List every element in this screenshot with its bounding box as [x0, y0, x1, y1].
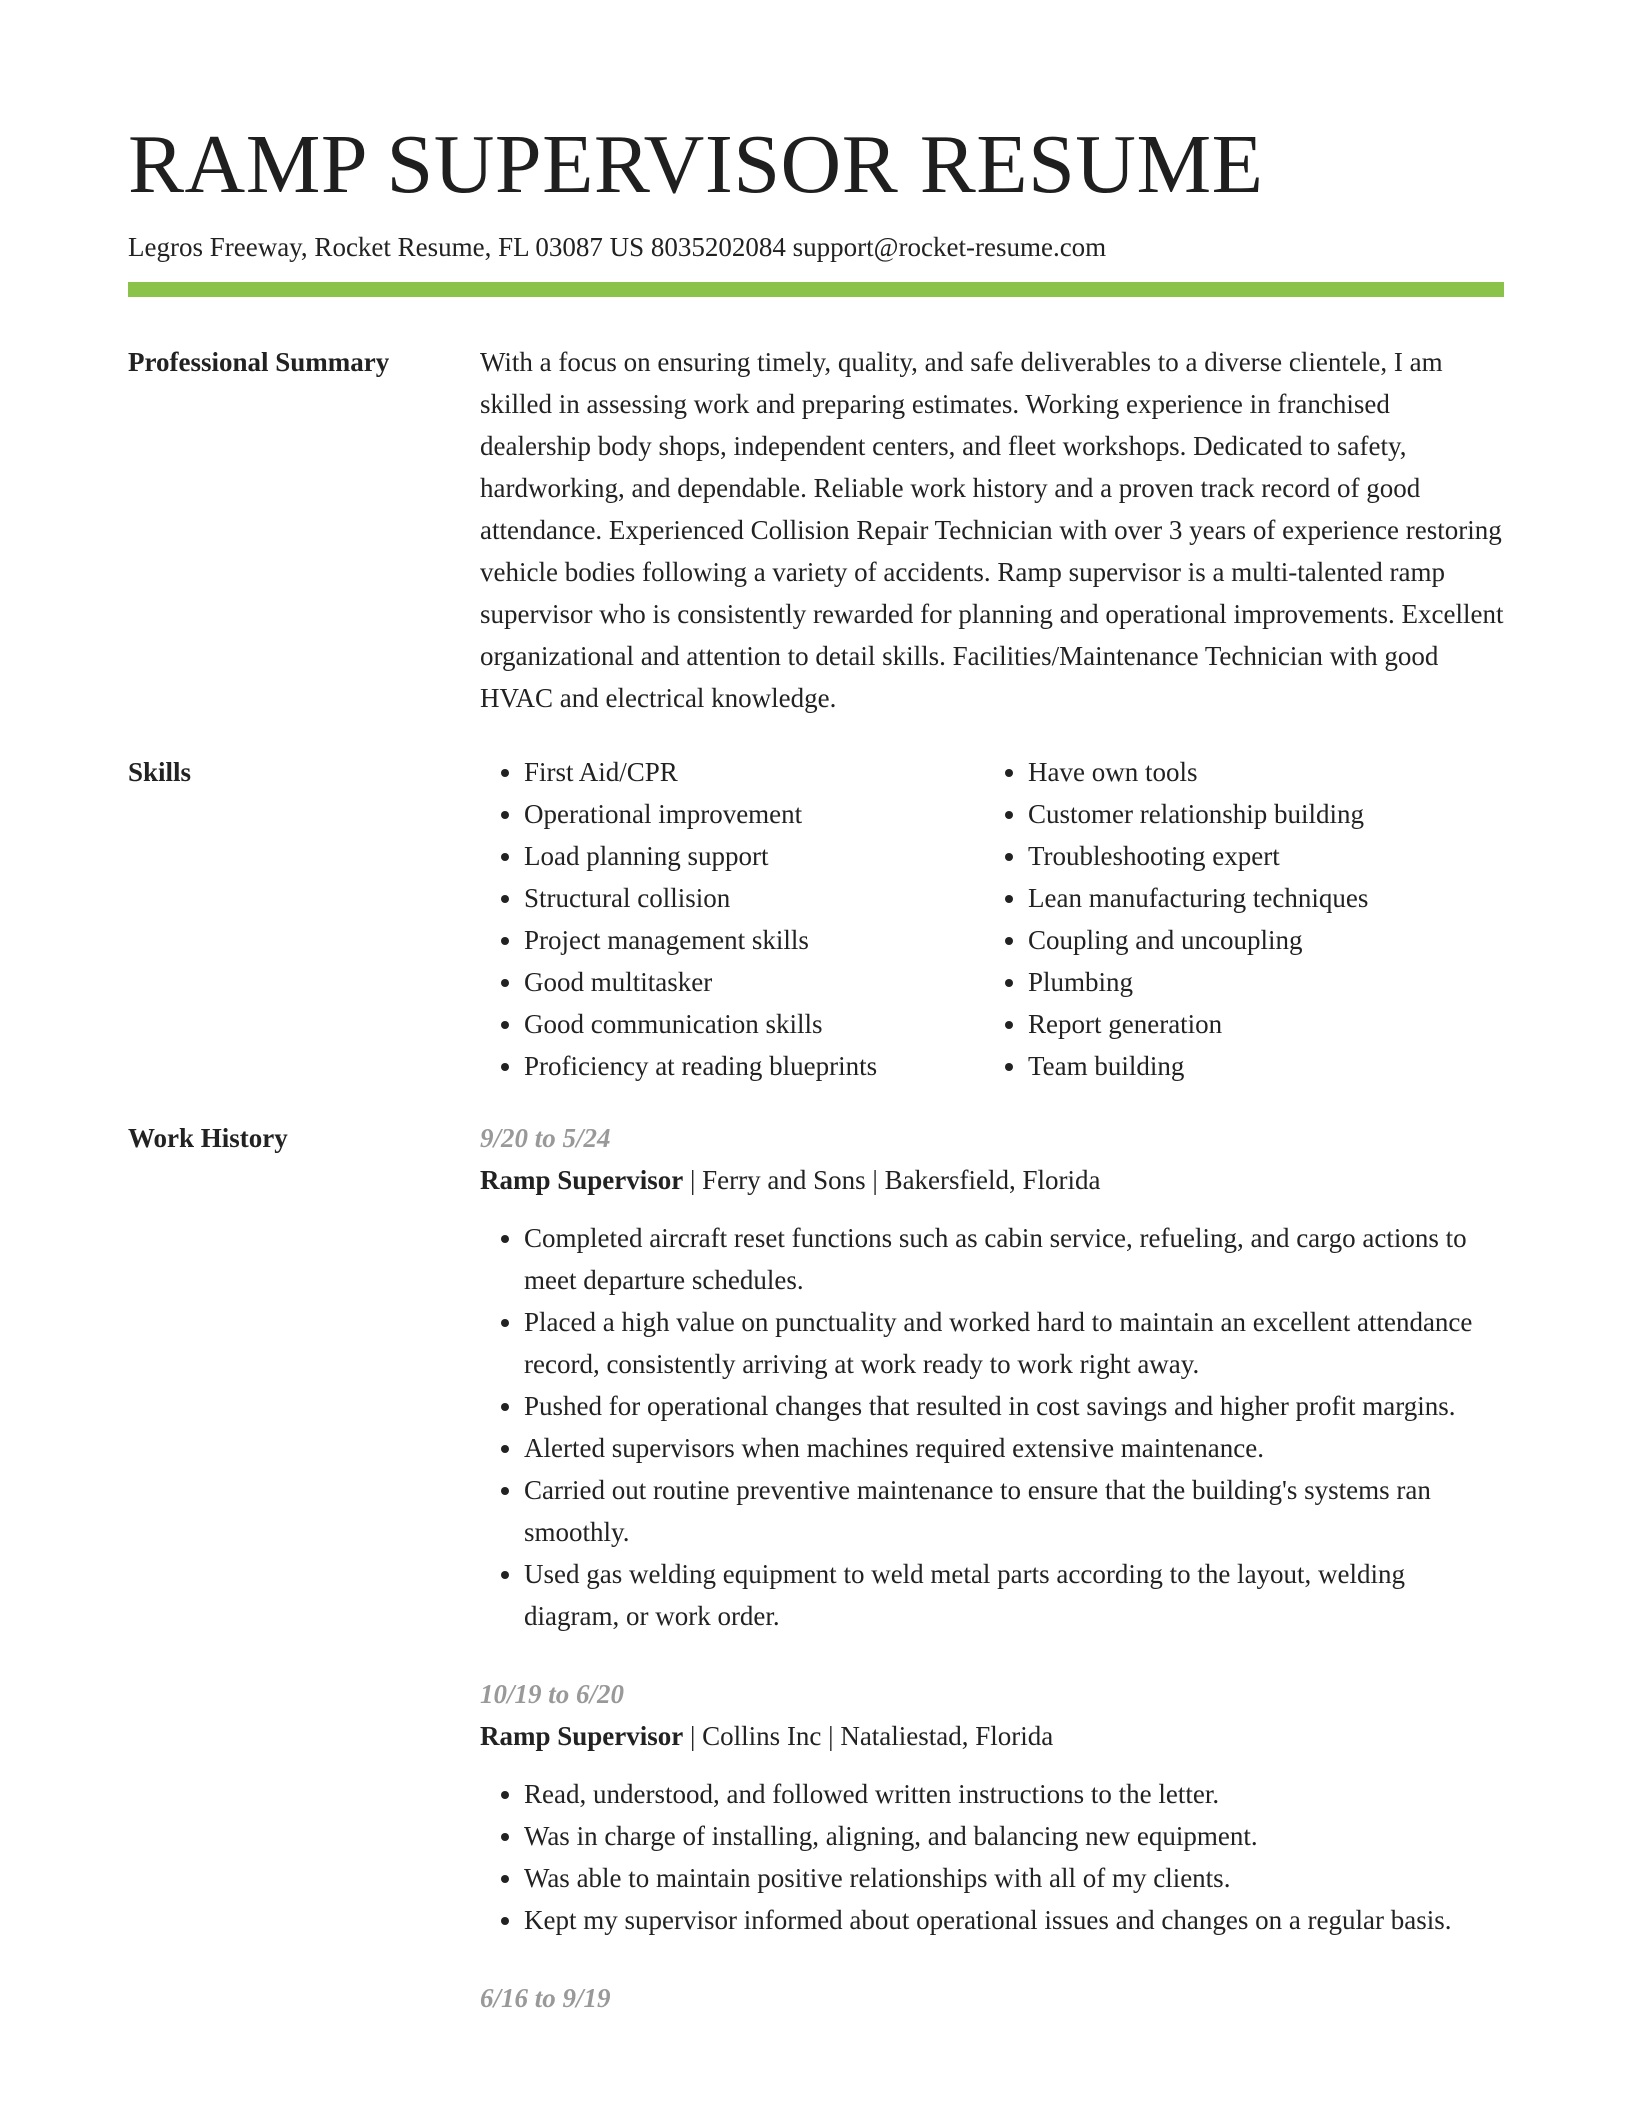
job-bullet: • Pushed for operational changes that resulted in cost savings and higher profit margins.: [524, 1385, 1504, 1427]
skill-item: • Proficiency at reading blueprints: [524, 1045, 984, 1087]
skill-item: • Have own tools: [1028, 751, 1488, 793]
job-bullet: • Was in charge of installing, aligning, and balancing new equipment.: [524, 1815, 1504, 1857]
skill-item: • Plumbing: [1028, 961, 1488, 1003]
skill-item: • Report generation: [1028, 1003, 1488, 1045]
summary-label: Professional Summary: [128, 347, 390, 378]
skill-item: • Operational improvement: [524, 793, 984, 835]
skill-item: • Structural collision: [524, 877, 984, 919]
skill-item: • Lean manufacturing techniques: [1028, 877, 1488, 919]
skill-item: • Project management skills: [524, 919, 984, 961]
job-bullet: • Placed a high value on punctuality and worked hard to maintain an excellent attendance record, consistently arriving at work ready to work right away.: [524, 1301, 1504, 1385]
skill-item: • First Aid/CPR: [524, 751, 984, 793]
job-bullet: • Used gas welding equipment to weld metal parts according to the layout, welding diagram, or work order.: [524, 1553, 1504, 1637]
skill-item: • Good multitasker: [524, 961, 984, 1003]
job-entry: [480, 1673, 1504, 1941]
job-entry: [480, 1117, 1504, 1637]
skill-item: • Load planning support: [524, 835, 984, 877]
summary-text: With a focus on ensuring timely, quality, and safe deliverables to a diverse clientele, I am skilled in assessing work and preparing estimates. Working experience in franchised dealership body shops, independent centers, and fleet workshops. Dedicated to safety, hardworking, and dependable. Reliable work history and a proven track record of good attendance. Experienced Collision Repair Technician with over 3 years of experience restoring vehicle bodies following a variety of accidents. Ramp supervisor is a multi-talented ramp supervisor who is consistently rewarded for planning and operational improvements. Excellent organizational and attention to detail skills. Facilities/Maintenance Technician with good HVAC and electrical knowledge.: [480, 347, 1504, 714]
contact-line: Legros Freeway, Rocket Resume, FL 03087 US 8035202084 support@rocket-resume.com: [128, 232, 1107, 263]
job-heading: [480, 1715, 1504, 1757]
job-entry: [480, 1977, 1504, 2019]
job-title: Ramp Supervisor: [480, 1165, 684, 1196]
skills-label: Skills: [128, 757, 192, 788]
work-history-label: Work History: [128, 1123, 288, 1154]
skill-item: • Customer relationship building: [1028, 793, 1488, 835]
work-history-body: [480, 1117, 1504, 2055]
resume-page: [128, 118, 1504, 2055]
job-dates: 9/20 to 5/24: [480, 1123, 611, 1154]
skill-item: • Coupling and uncoupling: [1028, 919, 1488, 961]
header-divider: [128, 282, 1504, 297]
job-bullet-list: [480, 1773, 1504, 1941]
summary-section: [128, 341, 1504, 719]
skills-body: [480, 751, 1504, 1087]
skills-list-left: [480, 751, 984, 1087]
skill-item: • Team building: [1028, 1045, 1488, 1087]
job-bullet: • Read, understood, and followed written instructions to the letter.: [524, 1773, 1504, 1815]
job-dates: 10/19 to 6/20: [480, 1679, 625, 1710]
job-bullet: • Kept my supervisor informed about operational issues and changes on a regular basis.: [524, 1899, 1504, 1941]
job-bullet: • Was able to maintain positive relationships with all of my clients.: [524, 1857, 1504, 1899]
resume-title: RAMP SUPERVISOR RESUME: [128, 118, 1264, 211]
skills-list-right: [984, 751, 1488, 1087]
skill-item: • Good communication skills: [524, 1003, 984, 1045]
work-history-section: [128, 1117, 1504, 2055]
job-title: Ramp Supervisor: [480, 1721, 684, 1752]
skills-section: [128, 751, 1504, 1087]
skill-item: • Troubleshooting expert: [1028, 835, 1488, 877]
summary-body: [480, 341, 1504, 719]
job-details: | Collins Inc | Nataliestad, Florida: [683, 1721, 1054, 1752]
job-heading: [480, 1159, 1504, 1201]
job-details: | Ferry and Sons | Bakersfield, Florida: [683, 1165, 1101, 1196]
job-bullet-list: [480, 1217, 1504, 1637]
job-bullet: • Completed aircraft reset functions such as cabin service, refueling, and cargo actions to meet departure schedules.: [524, 1217, 1504, 1301]
job-dates: 6/16 to 9/19: [480, 1983, 611, 2014]
job-bullet: • Alerted supervisors when machines required extensive maintenance.: [524, 1427, 1504, 1469]
job-bullet: • Carried out routine preventive maintenance to ensure that the building's systems ran smoothly.: [524, 1469, 1504, 1553]
